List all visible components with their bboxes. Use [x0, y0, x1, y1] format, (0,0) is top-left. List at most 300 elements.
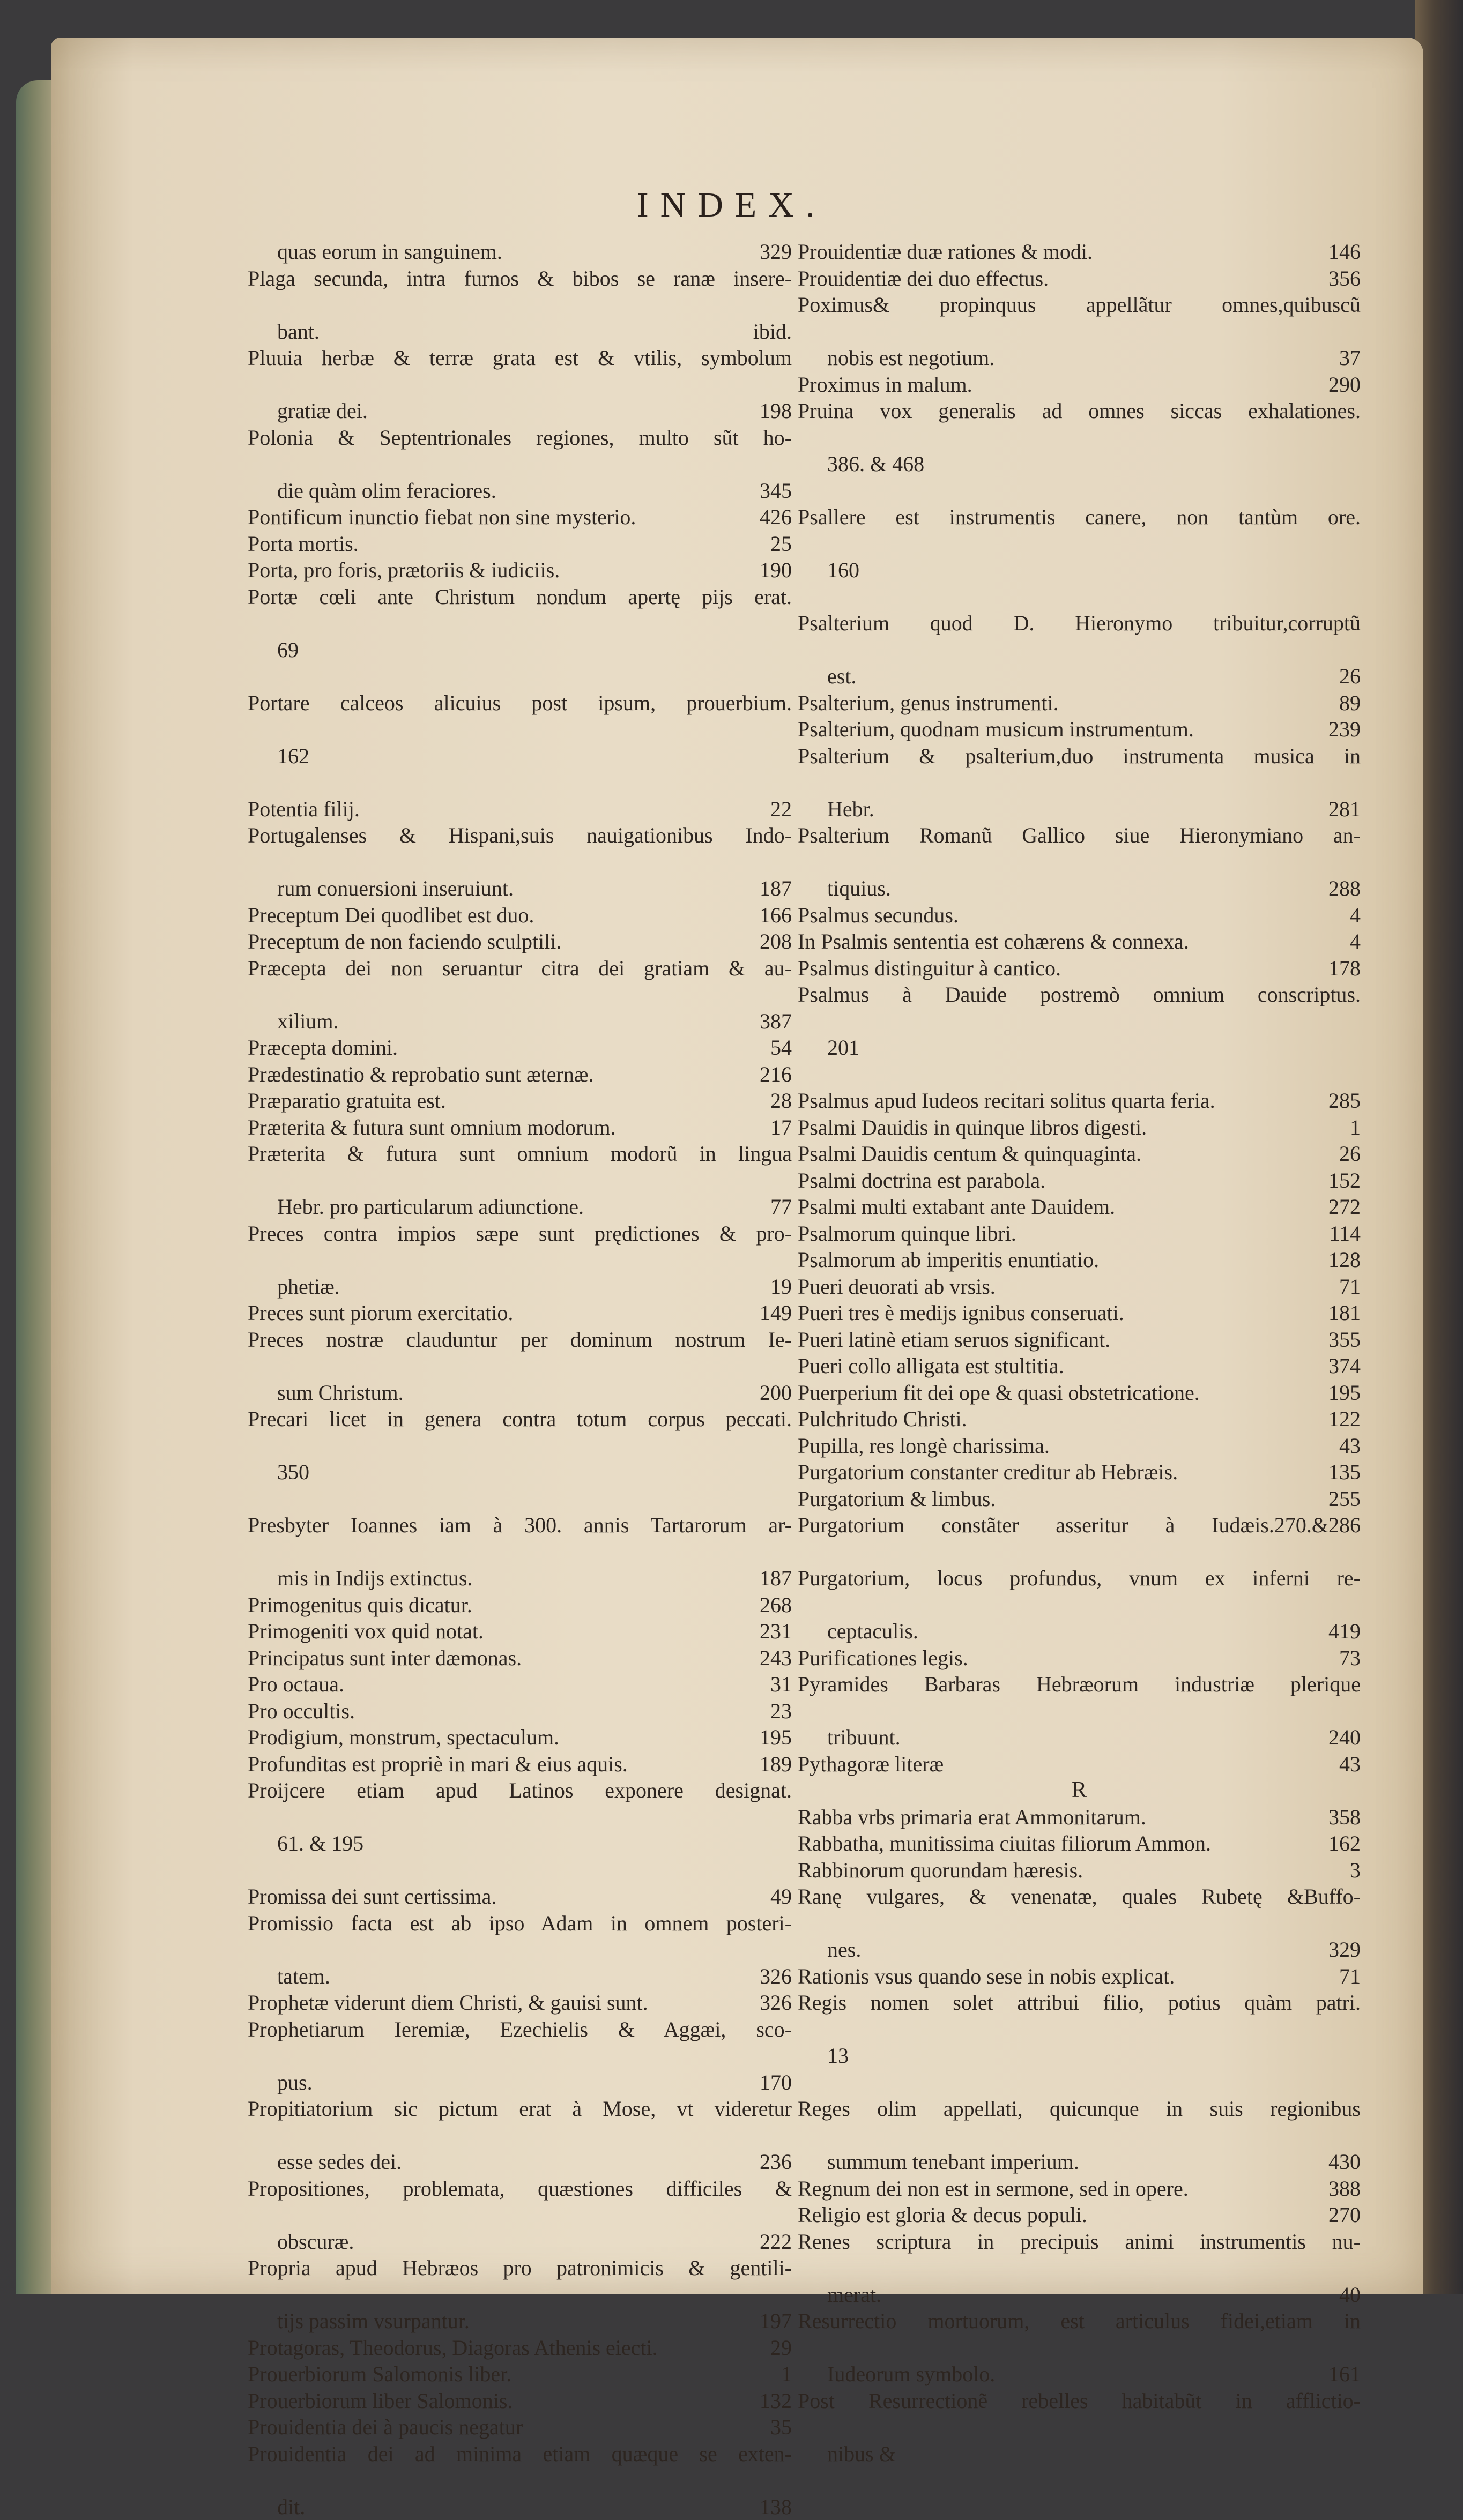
page-number: 326: [760, 1989, 792, 2016]
index-entry: [248, 2016, 792, 2096]
entry-text: Polonia & Septentrionales regiones, multo sũt ho-: [248, 424, 792, 478]
entry-text: Profunditas est propriè in mari & eius aquis.: [248, 1751, 792, 1778]
index-entry: [798, 1167, 1361, 1194]
entry-text: Prædestinatio & reprobatio sunt æternæ.: [248, 1061, 792, 1088]
entry-text: Primogenitus quis dicatur.: [248, 1592, 792, 1619]
index-entry: [248, 1512, 792, 1592]
index-entry: [248, 424, 792, 504]
entry-text: Psalmi multi extabant ante Dauidem.: [798, 1194, 1361, 1220]
entry-continuation: 350: [248, 1459, 792, 1512]
entry-text: Prodigium, monstrum, spectaculum.: [248, 1724, 792, 1751]
index-entry: [798, 1830, 1361, 1857]
entry-text: Pueri tres è medijs ignibus conseruati.: [798, 1300, 1361, 1326]
index-entry: [798, 2308, 1361, 2388]
index-entry: [798, 238, 1361, 265]
entry-continuation: nes.: [798, 1936, 1361, 1963]
entry-text: Purgatorium constanter creditur ab Hebræis.: [798, 1459, 1361, 1486]
entry-continuation: sum Christum.: [248, 1380, 792, 1406]
entry-text: Pueri latinè etiam seruos significant.: [798, 1326, 1361, 1353]
index-entry: [798, 265, 1361, 292]
page-number: 178: [1328, 955, 1361, 982]
page-number: 138: [760, 2494, 792, 2520]
index-entry: [798, 1406, 1361, 1433]
index-entry: [798, 398, 1361, 504]
index-entry: [248, 1910, 792, 1990]
entry-continuation: tribuunt.: [798, 1724, 1361, 1751]
entry-text: Pruina vox generalis ad omnes siccas exhalationes.: [798, 398, 1361, 451]
index-entry: [798, 371, 1361, 398]
index-entry: [248, 2361, 792, 2388]
page-number: 35: [770, 2414, 792, 2441]
index-entry: [248, 1220, 792, 1300]
entry-text: Prouidentia dei ad minima etiam quæque se exten-: [248, 2441, 792, 2494]
entry-continuation: dit.: [248, 2494, 792, 2520]
index-entry: [798, 1140, 1361, 1167]
entry-text: Promissa dei sunt certissima.: [248, 1883, 792, 1910]
page-number: 170: [760, 2069, 792, 2096]
entry-continuation: ceptaculis.: [798, 1618, 1361, 1645]
index-entry: [798, 690, 1361, 717]
index-entry: [798, 1353, 1361, 1380]
page-number: 426: [760, 504, 792, 531]
page-number: 329: [760, 238, 792, 265]
entry-text: Prouerbiorum Salomonis liber.: [248, 2361, 792, 2388]
page-number: 239: [1328, 716, 1361, 743]
entry-text: Primogeniti vox quid notat.: [248, 1618, 792, 1645]
entry-text: Presbyter Ioannes iam à 300. annis Tartarorum ar-: [248, 1512, 792, 1565]
index-entry: [798, 1220, 1361, 1247]
page-number: 198: [760, 398, 792, 424]
entry-continuation: 160: [798, 557, 1361, 610]
index-entry: [248, 584, 792, 690]
entry-continuation: die quàm olim feraciores.: [248, 478, 792, 504]
entry-text: Preces sunt piorum exercitatio.: [248, 1300, 792, 1326]
page-number: 1: [781, 2361, 792, 2388]
index-entry: [248, 928, 792, 955]
index-entry: [798, 1989, 1361, 2096]
entry-text: Religio est gloria & decus populi.: [798, 2202, 1361, 2228]
entry-text: Portæ cœli ante Christum nondum apertę pijs erat.: [248, 584, 792, 637]
entry-text: Prouidentiæ duæ rationes & modi.: [798, 238, 1361, 265]
index-entry: [798, 2202, 1361, 2228]
entry-text: Puerperium fit dei ope & quasi obstetricatione.: [798, 1380, 1361, 1406]
index-entry: [248, 1777, 792, 1883]
page-number: 23: [770, 1698, 792, 1725]
index-entry: [248, 1751, 792, 1778]
page-number: 195: [760, 1724, 792, 1751]
entry-text: Pulchritudo Christi.: [798, 1406, 1361, 1433]
page-number: 243: [760, 1645, 792, 1672]
entry-text: Proijcere etiam apud Latinos exponere designat.: [248, 1777, 792, 1830]
entry-text: Pueri collo alligata est stultitia.: [798, 1353, 1361, 1380]
index-entry: [248, 2414, 792, 2441]
entry-continuation: 386. & 468: [798, 451, 1361, 504]
index-entry: [248, 955, 792, 1035]
entry-text: Præcepta domini.: [248, 1034, 792, 1061]
page-number: 54: [770, 1034, 792, 1061]
index-entry: [248, 345, 792, 424]
entry-text: Præterita & futura sunt omnium modorũ in lingua: [248, 1140, 792, 1194]
index-entry: [798, 1486, 1361, 1512]
entry-text: In Psalmis sententia est cohærens & connexa.: [798, 928, 1361, 955]
page-number: 89: [1339, 690, 1361, 717]
index-entry: [798, 1433, 1361, 1459]
entry-continuation: 61. & 195: [248, 1830, 792, 1883]
entry-text: Reges olim appellati, quicunque in suis regionibus: [798, 2096, 1361, 2149]
entry-text: Psalmorum quinque libri.: [798, 1220, 1361, 1247]
entry-text: Regnum dei non est in sermone, sed in opere.: [798, 2175, 1361, 2202]
entry-text: Propria apud Hebræos pro patronimicis & gentili-: [248, 2255, 792, 2308]
index-entry: [798, 610, 1361, 690]
index-entry: [248, 1406, 792, 1512]
entry-text: Potentia filij.: [248, 796, 792, 823]
entry-text: Pro occultis.: [248, 1698, 792, 1725]
entry-continuation: nibus &: [798, 2441, 1361, 2494]
index-entry: [798, 1883, 1361, 1963]
page-number: 240: [1328, 1724, 1361, 1751]
entry-text: Psalmi Dauidis in quinque libros digesti.: [798, 1114, 1361, 1141]
entry-text: Pontificum inunctio fiebat non sine mysterio.: [248, 504, 792, 531]
page-number: 358: [1328, 1804, 1361, 1831]
page-number: 430: [1328, 2149, 1361, 2175]
entry-text: Prouidentiæ dei duo effectus.: [798, 265, 1361, 292]
entry-text: Rabbinorum quorundam hæresis.: [798, 1857, 1361, 1884]
index-entry: [248, 1698, 792, 1725]
page-number: 345: [760, 478, 792, 504]
entry-text: Psalterium, quodnam musicum instrumentum.: [798, 716, 1361, 743]
entry-text: Propitiatorium sic pictum erat à Mose, vt videretur: [248, 2096, 792, 2149]
entry-continuation: tijs passim vsurpantur.: [248, 2308, 792, 2335]
entry-text: Pro octaua.: [248, 1671, 792, 1698]
page-number: 135: [1328, 1459, 1361, 1486]
page-number: 132: [760, 2388, 792, 2414]
entry-text: Psallere est instrumentis canere, non tantùm ore.: [798, 504, 1361, 557]
index-entry: [248, 531, 792, 557]
page-number: 374: [1328, 1353, 1361, 1380]
index-entry: [248, 690, 792, 796]
entry-text: Psalmorum ab imperitis enuntiatio.: [798, 1247, 1361, 1273]
entry-text: Purgatorium constãter asseritur à Iudæis.270.&286: [798, 1512, 1361, 1565]
page-number: ibid.: [753, 318, 792, 345]
page-number: 26: [1339, 663, 1361, 690]
entry-text: Psalmi doctrina est parabola.: [798, 1167, 1361, 1194]
entry-continuation: tiquius.: [798, 875, 1361, 902]
entry-continuation: 162: [248, 743, 792, 796]
index-entry: [798, 1380, 1361, 1406]
entry-text: Rationis vsus quando sese in nobis explicat.: [798, 1963, 1361, 1990]
page-number: 22: [770, 796, 792, 823]
page-number: 270: [1328, 2202, 1361, 2228]
index-entry: [248, 1087, 792, 1114]
index-entry: [248, 902, 792, 929]
index-entry: [798, 1326, 1361, 1353]
page-number: 71: [1339, 1273, 1361, 1300]
index-entry: [798, 1087, 1361, 1114]
page-number: 71: [1339, 1963, 1361, 1990]
index-entry: [248, 1140, 792, 1220]
index-entry: [798, 2388, 1361, 2494]
entry-text: Psalmi Dauidis centum & quinquaginta.: [798, 1140, 1361, 1167]
index-entry: [798, 1857, 1361, 1884]
page-number: 187: [760, 875, 792, 902]
index-entry: [798, 1645, 1361, 1672]
entry-continuation: phetiæ.: [248, 1273, 792, 1300]
entry-text: Prophetæ viderunt diem Christi, & gauisi sunt.: [248, 1989, 792, 2016]
index-entry: [798, 1247, 1361, 1273]
entry-continuation: rum conuersioni inseruiunt.: [248, 875, 792, 902]
index-entry: [798, 1963, 1361, 1990]
page-number: 216: [760, 1061, 792, 1088]
index-entry: [248, 1326, 792, 1406]
index-column-right: [798, 238, 1361, 2494]
page-number: 77: [770, 1194, 792, 1220]
index-entry: [248, 1061, 792, 1088]
entry-text: Porta, pro foris, prætoriis & iudiciis.: [248, 557, 792, 584]
entry-text: Pueri deuorati ab vrsis.: [798, 1273, 1361, 1300]
index-entry: [248, 2335, 792, 2361]
entry-text: Preces contra impios sæpe sunt prędictiones & pro-: [248, 1220, 792, 1273]
index-entry: [248, 1618, 792, 1645]
index-entry: [248, 2175, 792, 2255]
entry-continuation: Hebr. pro particularum adiunctione.: [248, 1194, 792, 1220]
entry-continuation: 69: [248, 637, 792, 690]
index-entry: [798, 1512, 1361, 1565]
index-entry: [248, 238, 792, 265]
entry-text: Purificationes legis.: [798, 1645, 1361, 1672]
entry-text: Protagoras, Theodorus, Diagoras Athenis eiecti.: [248, 2335, 792, 2361]
entry-continuation: 13: [798, 2042, 1361, 2096]
index-entry: [248, 1114, 792, 1141]
entry-text: Ranę vulgares, & venenatæ, quales Rubetę &Buffo-: [798, 1883, 1361, 1936]
entry-continuation: esse sedes dei.: [248, 2149, 792, 2175]
entry-text: Resurrectio mortuorum, est articulus fidei,etiam in: [798, 2308, 1361, 2361]
page-number: 388: [1328, 2175, 1361, 2202]
page-number: 187: [760, 1565, 792, 1592]
entry-continuation: mis in Indijs extinctus.: [248, 1565, 792, 1592]
index-entry: [798, 2228, 1361, 2308]
page-number: 329: [1328, 1936, 1361, 1963]
entry-text: Prouidentia dei à paucis negatur: [248, 2414, 792, 2441]
page-number: 208: [760, 928, 792, 955]
index-entry: [798, 504, 1361, 610]
entry-text: Purgatorium, locus profundus, vnum ex inferni re-: [798, 1565, 1361, 1618]
entry-text: Precari licet in genera contra totum corpus peccati.: [248, 1406, 792, 1459]
index-entry: [248, 265, 792, 345]
page-number: 122: [1328, 1406, 1361, 1433]
page-number: 419: [1328, 1618, 1361, 1645]
page-number: 288: [1328, 875, 1361, 902]
index-entry: [248, 822, 792, 902]
page-number: 149: [760, 1300, 792, 1326]
index-entry: [248, 504, 792, 531]
page-number: 268: [760, 1592, 792, 1619]
entry-continuation: gratiæ dei.: [248, 398, 792, 424]
index-entry: [798, 2175, 1361, 2202]
index-entry: [248, 2096, 792, 2175]
index-entry: [798, 1273, 1361, 1300]
page-number: 31: [770, 1671, 792, 1698]
index-entry: [248, 1671, 792, 1698]
entry-text: Psalterium, genus instrumenti.: [798, 690, 1361, 717]
index-entry: [798, 2096, 1361, 2175]
page-number: 3: [1350, 1857, 1361, 1884]
index-entry: [798, 822, 1361, 902]
index-entry: [798, 292, 1361, 371]
entry-text: Promissio facta est ab ipso Adam in omnem posteri-: [248, 1910, 792, 1963]
page-number: 19: [770, 1273, 792, 1300]
entry-text: Portare calceos alicuius post ipsum, prouerbium.: [248, 690, 792, 743]
page-number: 166: [760, 902, 792, 929]
index-entry: [798, 1114, 1361, 1141]
entry-text: Renes scriptura in precipuis animi instrumentis nu-: [798, 2228, 1361, 2282]
entry-text: Pluuia herbæ & terræ grata est & vtilis, symbolum: [248, 345, 792, 398]
index-entry: [248, 2255, 792, 2335]
page-number: 162: [1328, 1830, 1361, 1857]
page-number: 272: [1328, 1194, 1361, 1220]
page-header: INDEX.: [0, 185, 1463, 226]
index-entry: [798, 902, 1361, 929]
page-number: 28: [770, 1087, 792, 1114]
entry-text: quas eorum in sanguinem.: [248, 238, 792, 265]
entry-text: Regis nomen solet attribui filio, potius quàm patri.: [798, 1989, 1361, 2042]
index-entry: [798, 1671, 1361, 1751]
index-entry: [798, 743, 1361, 823]
page-number: 189: [760, 1751, 792, 1778]
entry-continuation: bant.: [248, 318, 792, 345]
entry-text: Psalmus distinguitur à cantico.: [798, 955, 1361, 982]
page-number: 290: [1328, 371, 1361, 398]
page-number: 190: [760, 557, 792, 584]
page-number: 4: [1350, 902, 1361, 929]
page-number: 195: [1328, 1380, 1361, 1406]
entry-text: Pupilla, res longè charissima.: [798, 1433, 1361, 1459]
entry-text: Prophetiarum Iеremiæ, Ezechielis & Aggæi, sco-: [248, 2016, 792, 2069]
entry-text: Preceptum de non faciendo sculptili.: [248, 928, 792, 955]
index-entry: [248, 557, 792, 584]
entry-text: Psalterium Romanũ Gallico siue Hieronymiano an-: [798, 822, 1361, 875]
page-number: 285: [1328, 1087, 1361, 1114]
entry-continuation: Hebr.: [798, 796, 1361, 823]
page-number: 43: [1339, 1433, 1361, 1459]
entry-continuation: 201: [798, 1034, 1361, 1087]
entry-text: Prouerbiorum liber Salomonis.: [248, 2388, 792, 2414]
page-number: 29: [770, 2335, 792, 2361]
entry-text: Post Resurrectionẽ rebelles habitabũt in afflictio-: [798, 2388, 1361, 2441]
page-number: 43: [1339, 1751, 1361, 1778]
index-entry: [798, 1565, 1361, 1645]
entry-continuation: pus.: [248, 2069, 792, 2096]
entry-text: Præterita & futura sunt omnium modorum.: [248, 1114, 792, 1141]
entry-text: Pyramides Barbaras Hebræorum industriæ plerique: [798, 1671, 1361, 1724]
page-number: 37: [1339, 345, 1361, 371]
page-number: 161: [1328, 2361, 1361, 2388]
page-number: 197: [760, 2308, 792, 2335]
page-number: 181: [1328, 1300, 1361, 1326]
entry-text: Psalterium quod D. Hieronymo tribuitur,corruptũ: [798, 610, 1361, 663]
page-number: 40: [1339, 2282, 1361, 2308]
entry-continuation: Iudeorum symbolo.: [798, 2361, 1361, 2388]
index-entry: [248, 2388, 792, 2414]
entry-continuation: merat.: [798, 2282, 1361, 2308]
entry-continuation: obscuræ.: [248, 2228, 792, 2255]
page-number: 236: [760, 2149, 792, 2175]
index-entry: [798, 928, 1361, 955]
page-number: 231: [760, 1618, 792, 1645]
index-entry: [248, 1989, 792, 2016]
index-entry: [798, 955, 1361, 982]
entry-continuation: est.: [798, 663, 1361, 690]
page-number: 222: [760, 2228, 792, 2255]
index-entry: [248, 1034, 792, 1061]
entry-text: Preces nostræ clauduntur per dominum nostrum Ie-: [248, 1326, 792, 1380]
page-number: 355: [1328, 1326, 1361, 1353]
index-entry: [798, 1300, 1361, 1326]
entry-continuation: nobis est negotium.: [798, 345, 1361, 371]
entry-text: Preceptum Dei quodlibet est duo.: [248, 902, 792, 929]
entry-text: Portugalenses & Hispani,suis nauigationibus Indo-: [248, 822, 792, 875]
entry-text: Proximus in malum.: [798, 371, 1361, 398]
index-entry: [248, 1300, 792, 1326]
page-number: 281: [1328, 796, 1361, 823]
page-number: 17: [770, 1114, 792, 1141]
page-number: 26: [1339, 1140, 1361, 1167]
index-entry: [248, 1645, 792, 1672]
index-entry: [248, 796, 792, 823]
entry-text: Propositiones, problemata, quæstiones difficiles &: [248, 2175, 792, 2228]
index-entry: [798, 1751, 1361, 1778]
entry-continuation: summum tenebant imperium.: [798, 2149, 1361, 2175]
index-column-left: [248, 238, 792, 2520]
index-entry: [798, 1194, 1361, 1220]
index-entry: [248, 1724, 792, 1751]
page-number: 152: [1328, 1167, 1361, 1194]
entry-continuation: xilium.: [248, 1008, 792, 1035]
page-number: 200: [760, 1380, 792, 1406]
entry-text: Purgatorium & limbus.: [798, 1486, 1361, 1512]
page-number: 25: [770, 531, 792, 557]
entry-text: Psalmus à Dauide postremò omnium conscriptus.: [798, 981, 1361, 1034]
index-entry: [798, 716, 1361, 743]
entry-text: Poximus& propinquus appellãtur omnes,quibuscũ: [798, 292, 1361, 345]
page-number: 356: [1328, 265, 1361, 292]
page-number: 114: [1329, 1220, 1361, 1247]
entry-text: Psalmus apud Iudeos recitari solitus quarta feria.: [798, 1087, 1361, 1114]
index-entry: [798, 1459, 1361, 1486]
page-number: 73: [1339, 1645, 1361, 1672]
page-number: 326: [760, 1963, 792, 1990]
page-number: 128: [1328, 1247, 1361, 1273]
page-number: 1: [1350, 1114, 1361, 1141]
page-number: 146: [1328, 238, 1361, 265]
entry-text: Porta mortis.: [248, 531, 792, 557]
page-number: 255: [1328, 1486, 1361, 1512]
entry-text: Rabba vrbs primaria erat Ammonitarum.: [798, 1804, 1361, 1831]
entry-text: Principatus sunt inter dæmonas.: [248, 1645, 792, 1672]
index-entry: [248, 1883, 792, 1910]
page-number: 49: [770, 1883, 792, 1910]
page-number: 387: [760, 1008, 792, 1035]
page-number: 4: [1350, 928, 1361, 955]
entry-text: Psalterium & psalterium,duo instrumenta musica in: [798, 743, 1361, 796]
entry-continuation: tatem.: [248, 1963, 792, 1990]
index-entry: [798, 981, 1361, 1087]
entry-text: Pythagoræ literæ: [798, 1751, 1361, 1778]
entry-text: Plaga secunda, intra furnos & bibos se ranæ insere-: [248, 265, 792, 318]
entry-text: Præparatio gratuita est.: [248, 1087, 792, 1114]
entry-text: Psalmus secundus.: [798, 902, 1361, 929]
index-entry: [248, 1592, 792, 1619]
index-entry: [798, 1804, 1361, 1831]
